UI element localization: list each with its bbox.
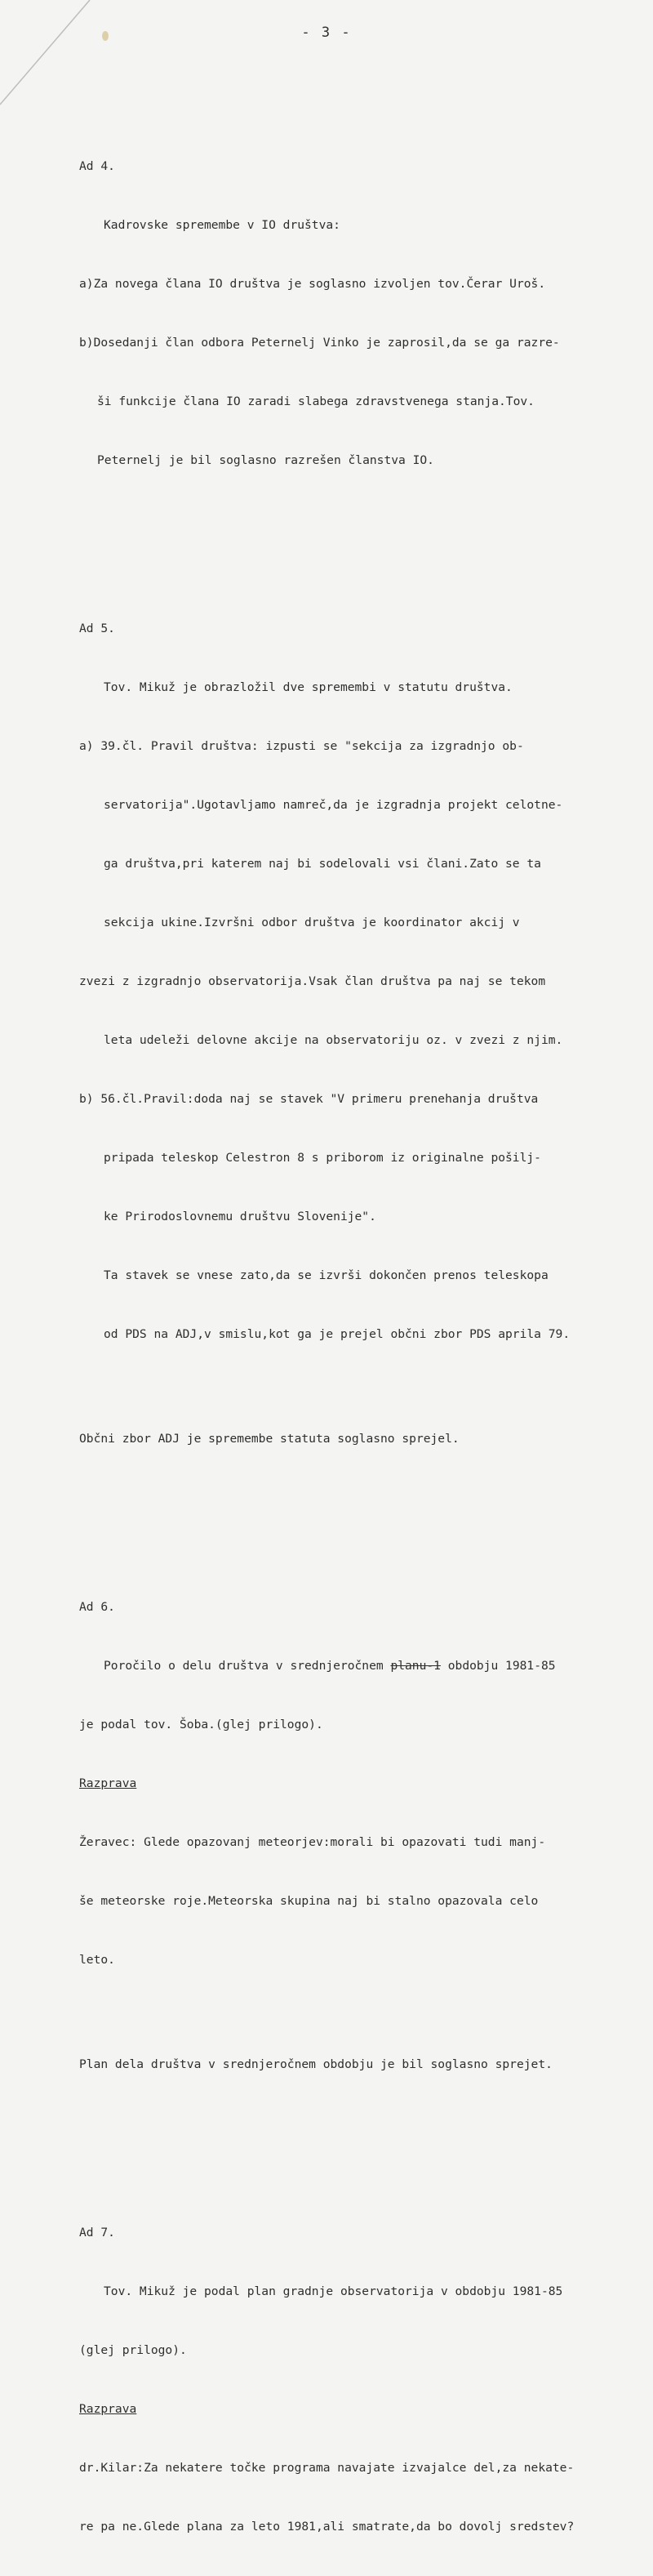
text-line: leto.	[79, 1953, 115, 1967]
text-line: dr.Kilar:Za nekatere točke programa navajate izvajalce del,za nekate-	[79, 2461, 575, 2475]
text-line: pripada teleskop Celestron 8 s priborom iz originalne pošilj-	[104, 1151, 541, 1165]
text-line: servatorija".Ugotavljamo namreč,da je izgradnja projekt celotne-	[104, 798, 563, 812]
text-line: b)Dosedanji član odbora Peternelj Vinko je zaprosil,da se ga razre-	[79, 336, 560, 350]
text-line: ši funkcije člana IO zaradi slabega zdravstvenega stanja.Tov.	[97, 394, 535, 408]
text-line: zvezi z izgradnjo observatorija.Vsak član društva pa naj se tekom	[79, 974, 546, 988]
text-line: še meteorske roje.Meteorska skupina naj bi stalno opazovala celo	[79, 1894, 539, 1908]
text-line: ga društva,pri katerem naj bi sodelovali vsi člani.Zato se ta	[104, 857, 541, 871]
section-heading-ad6: Ad 6.	[79, 1600, 115, 1614]
text-line	[79, 1656, 642, 1676]
text-line: Tov. Mikuž je obrazložil dve spremembi v statutu društva.	[104, 680, 513, 694]
text-line: Peternelj je bil soglasno razrešen članstva IO.	[97, 453, 434, 467]
discussion-label: Razprava	[79, 2402, 137, 2416]
text-line: (glej prilogo).	[79, 2343, 187, 2357]
text-line: Plan dela društva v srednjeročnem obdobju je bil soglasno sprejet.	[79, 2057, 553, 2071]
text-line: sekcija ukine.Izvršni odbor društva je koordinator akcij v	[104, 916, 520, 929]
document-body	[79, 78, 642, 2576]
section-heading-ad4: Ad 4.	[79, 159, 115, 173]
text-line: Občni zbor ADJ je spremembe statuta soglasno sprejel.	[79, 1432, 460, 1446]
page-number: - 3 -	[301, 25, 352, 41]
text-line: a) 39.čl. Pravil društva: izpusti se "sekcija za izgradnjo ob-	[79, 739, 524, 753]
text-line: re pa ne.Glede plana za leto 1981,ali smatrate,da bo dovolj sredstev?	[79, 2520, 575, 2534]
text-fragment: Poročilo o delu društva v srednjeročnem	[104, 1659, 391, 1673]
text-line: b) 56.čl.Pravil:doda naj se stavek "V primeru prenehanja društva	[79, 1092, 539, 1106]
text-line: Ta stavek se vnese zato,da se izvrši dokončen prenos teleskopa	[104, 1268, 549, 1282]
text-line: od PDS na ADJ,v smislu,kot ga je prejel občni zbor PDS aprila 79.	[104, 1327, 571, 1341]
section-heading-ad7: Ad 7.	[79, 2226, 115, 2240]
text-line: Žeravec: Glede opazovanj meteorjev:morali bi opazovati tudi manj-	[79, 1835, 546, 1849]
text-line: a)Za novega člana IO društva je soglasno izvoljen tov.Čerar Uroš.	[79, 277, 546, 291]
discussion-label: Razprava	[79, 1776, 137, 1790]
text-fragment: obdobju 1981-85	[440, 1659, 556, 1673]
text-line: leta udeleži delovne akcije na observatoriju oz. v zvezi z njim.	[104, 1033, 563, 1047]
text-line: Tov. Mikuž je podal plan gradnje observatorija v obdobju 1981-85	[104, 2284, 563, 2298]
section-heading-ad5: Ad 5.	[79, 622, 115, 635]
text-line: je podal tov. Šoba.(glej prilogo).	[79, 1718, 323, 1731]
text-line: ke Prirodoslovnemu društvu Slovenije".	[104, 1210, 376, 1223]
struck-text: planu-1	[390, 1659, 441, 1673]
text-line: Kadrovske spremembe v IO društva:	[104, 218, 340, 232]
